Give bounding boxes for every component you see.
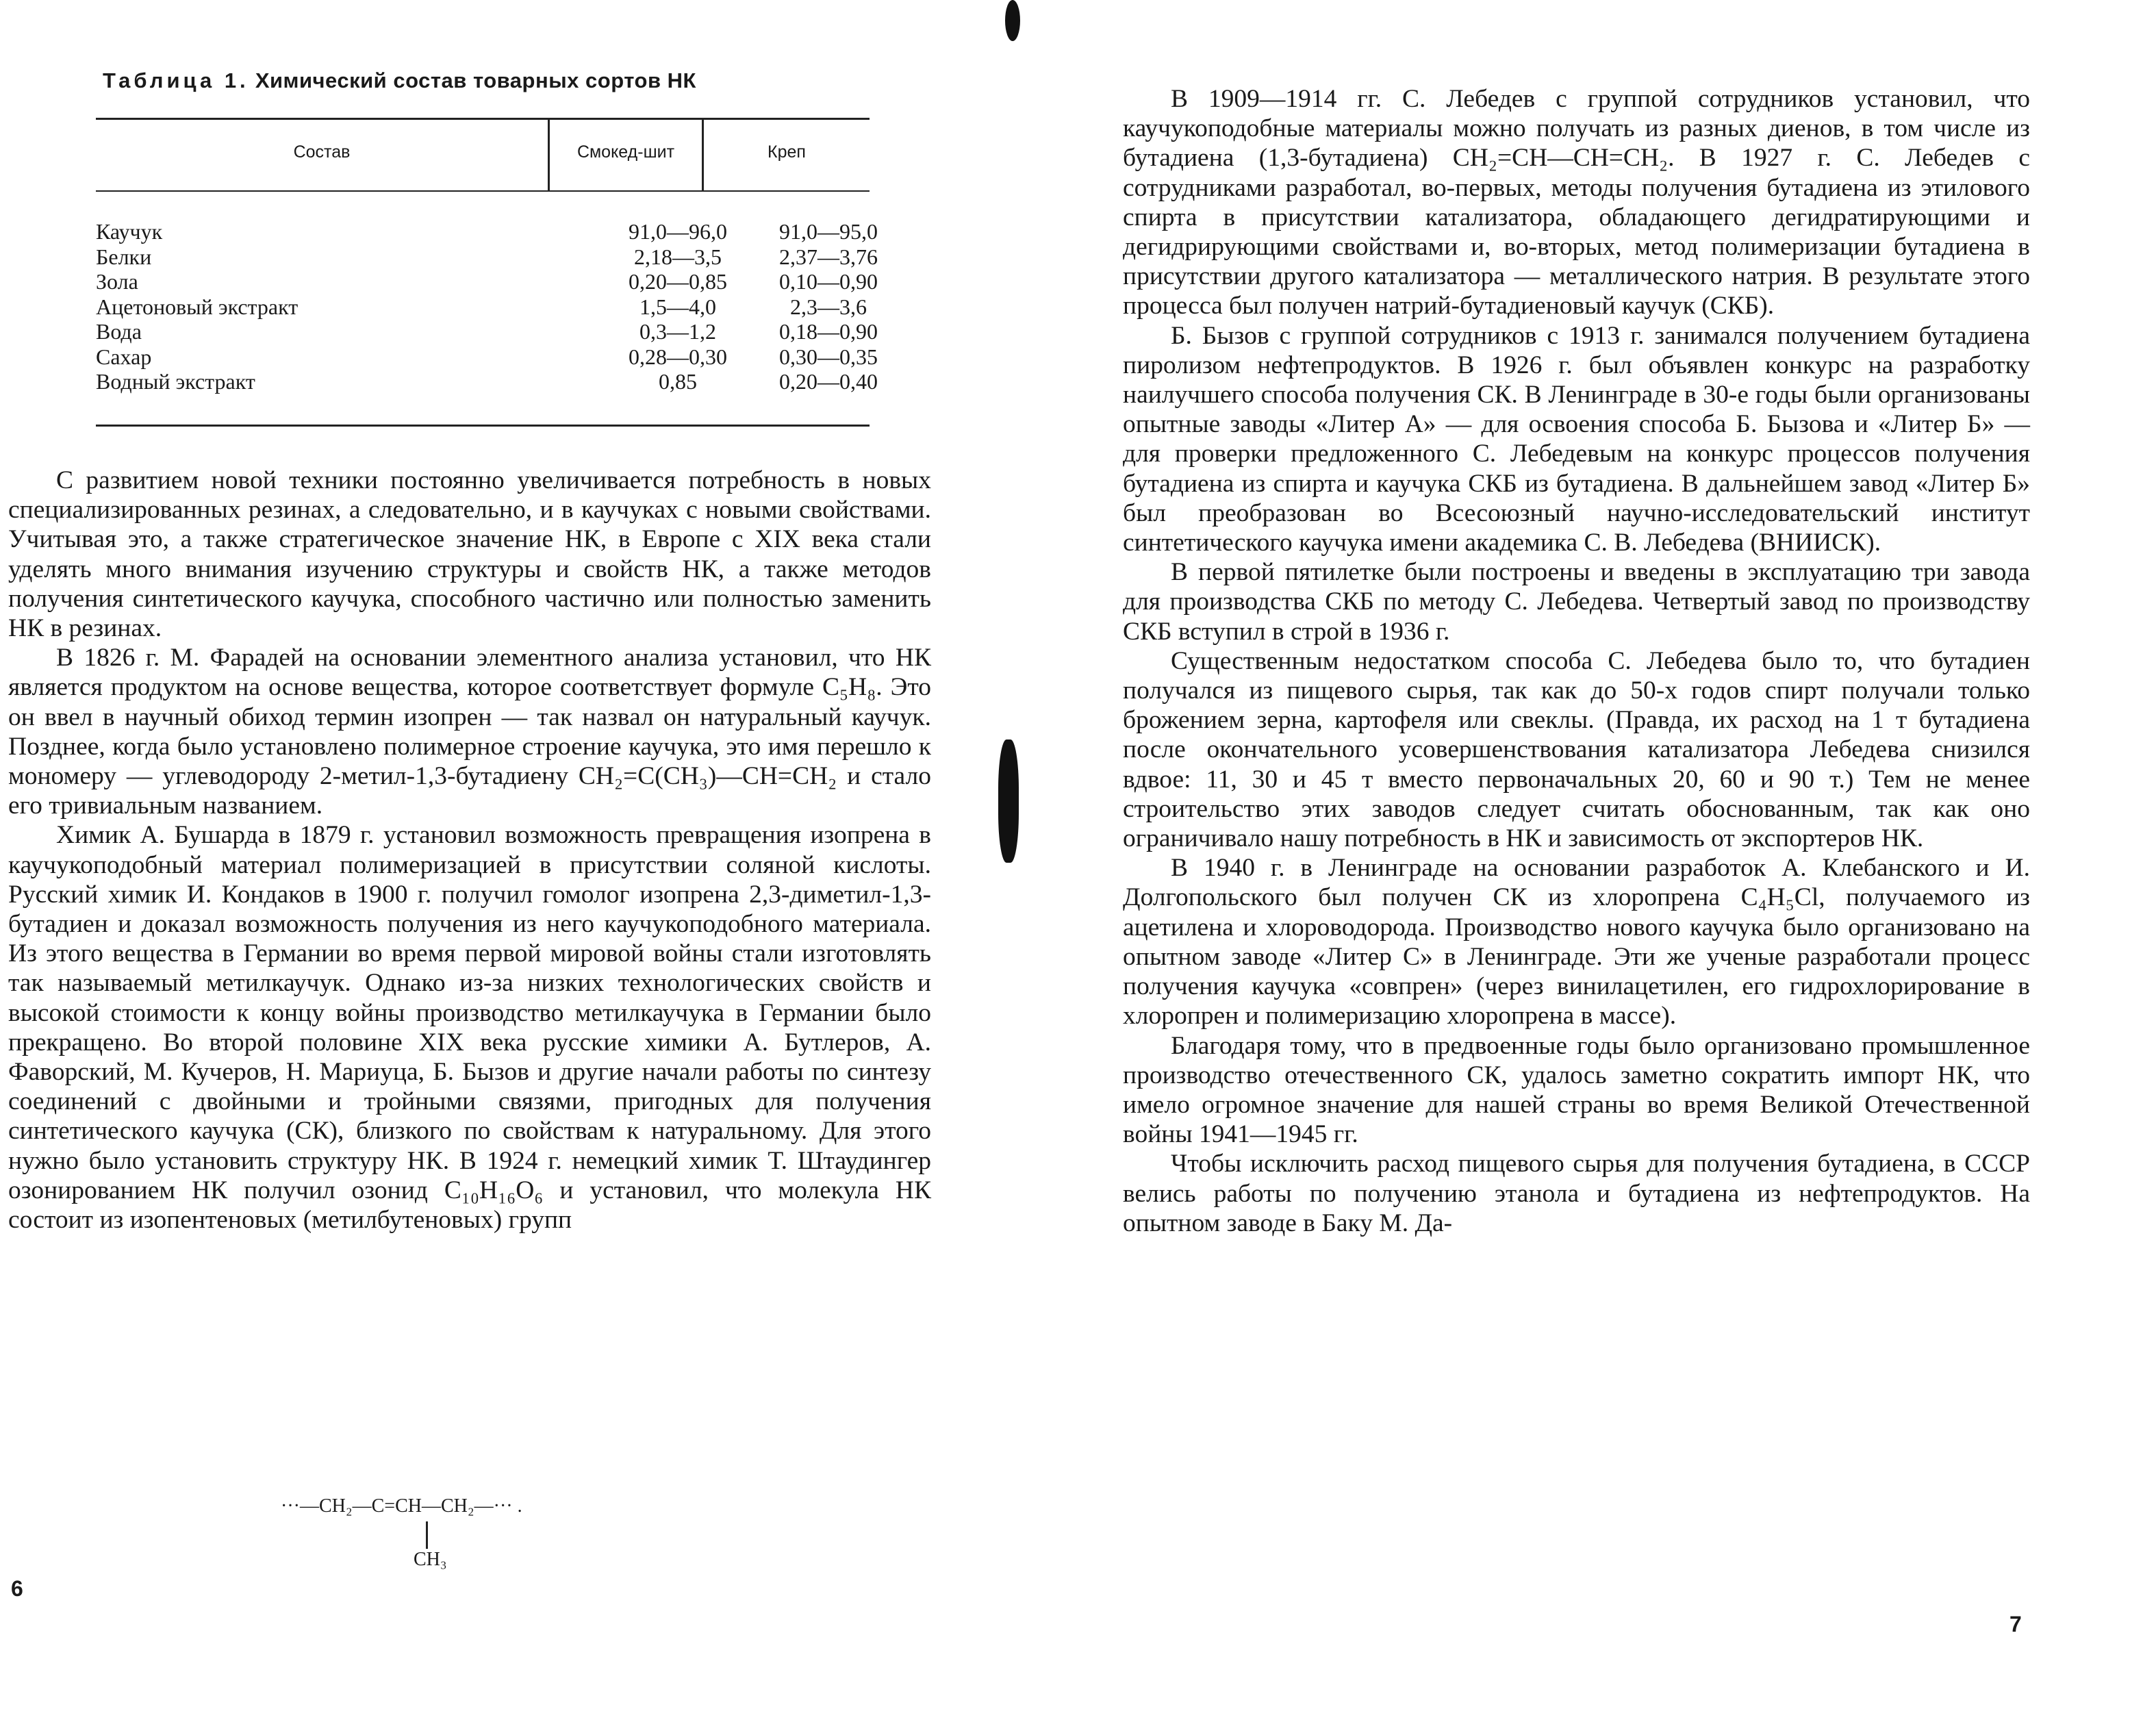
header-crepe: Креп (768, 142, 806, 162)
table-row (96, 344, 878, 370)
paragraph: В 1909—1914 гг. С. Лебедев с группой сотрудников установил, что каучукоподобные материалы можно получать из разных диенов, в том числе из бутадиена (1,3-бутадиена) CH₂=CH—CH=CH₂. В 1927 г. С. Лебедев с сотрудниками разработал, во-первых, методы получения бутадиена из этилового спирта в присутствии катализатора, обладающего дегидратирующими и дегидрирующими свойствами и, во-вторых, метод полимеризации бутадиена в присутствии другого катализатора — металлического натрия. В результате этого процесса был получен натрий-бутадиеновый каучук (СКБ). (1123, 85, 2030, 320)
row-crepe-value: 0,10—0,90 (779, 269, 878, 294)
row-name: Зола (96, 269, 138, 294)
row-crepe-value: 91,0—95,0 (779, 219, 878, 244)
table-top-rule (96, 118, 870, 120)
paragraph: Существенным недостатком способа С. Лебедева было то, что бутадиен получался из пищевого сырья, так как до 50-х годов спирт получали только брожением зерна, картофеля или свеклы. (Правда, их расход на 1 т бутадиена после окончательного усовершенствования катализатора Лебедева снизился вдвое: 11, 30 и 45 т вместо первоначальных 20, 60 и 90 т.) Тем не менее строительство этих заводов следует считать обоснованным, так как оно ограничивало нашу потребность в НК и зависимость от экспортеров НК. (1123, 646, 2030, 853)
page-number-left: 6 (11, 1576, 23, 1601)
row-name: Водный экстракт (96, 369, 255, 394)
scan-mark (1005, 0, 1020, 41)
header-composition: Состав (293, 142, 351, 162)
paragraph: В 1826 г. М. Фарадей на основании элементного анализа установил, что НК является продуктом на основе вещества, которое соответствует формуле C₅H₈. Это он ввел в научный обиход термин изопрен — так назвал он натуральный каучук. Позднее, когда было установлено полимерное строение каучука, это имя перешло к мономеру — углеводороду 2-метил-1,3-бутадиену CH₂=C(CH₃)—CH=CH₂ и стало его тривиальным названием. (8, 644, 931, 820)
row-name: Каучук (96, 219, 163, 244)
scan-mark (998, 739, 1019, 863)
table-row (96, 269, 878, 294)
left-page-text (8, 466, 931, 1235)
row-smoked-value: 1,5—4,0 (639, 294, 716, 319)
paragraph: С развитием новой техники постоянно увеличивается потребность в новых специализированных резинах, а следовательно, и в каучуках с новыми свойствами. Учитывая это, а также стратегическое значение НК, в Европе с XIX века стали уделять много внимания изучению структуры и свойств НК, а также методов получения синтетического каучука, способного частично или полностью заменить НК в резинах. (8, 466, 931, 643)
row-crepe-value: 0,18—0,90 (779, 319, 878, 344)
paragraph: В 1940 г. в Ленинграде на основании разработок А. Клебанского и И. Долгопольского был получен СК из хлоропрена C₄H₅Cl, получаемого из ацетилена и хлороводорода. Производство нового каучука было организовано на опытном заводе «Литер С» в Ленинграде. Эти же ученые разработали процесс получения каучука «совпрен» (через винилацетилен, его гидрохлорирование в хлоропрен и полимеризацию хлоропрена в массе). (1123, 854, 2030, 1030)
isopentene-formula: ···—CH₂—C=CH—CH₂—··· . (281, 1495, 522, 1517)
paragraph: Б. Бызов с группой сотрудников с 1913 г. занимался получением бутадиена пиролизом нефтепродуктов. В 1926 г. был объявлен конкурс на разработку наилучшего способа получения СК. В Ленинграде в 30-е годы были организованы опытные заводы «Литер А» — для освоения способа Б. Бызова и «Литер Б» — для проверки предложенного С. Лебедевым на конкурс процессов получения бутадиена из спирта и каучука СКБ из бутадиена. В дальнейшем завод «Литер Б» был преобразован во Всесоюзный научно-исследовательский институт синтетического каучука имени академика С. В. Лебедева (ВНИИСК). (1123, 321, 2030, 557)
table-row (96, 244, 878, 270)
table-header-rule (96, 190, 870, 192)
row-name: Сахар (96, 344, 152, 369)
table-bottom-rule (96, 425, 870, 427)
header-smoked-sheet: Смокед-шит (576, 142, 675, 162)
table-caption (103, 68, 696, 93)
row-crepe-value: 2,37—3,76 (779, 244, 878, 269)
paragraph: Благодаря тому, что в предвоенные годы было организовано промышленное производство отечественного СК, удалось заметно сократить импорт НК, что имело огромное значение для нашей страны во время Великой Отечественной войны 1941—1945 гг. (1123, 1031, 2030, 1149)
row-crepe-value: 0,30—0,35 (779, 344, 878, 369)
row-smoked-value: 91,0—96,0 (629, 219, 727, 244)
left-page (0, 0, 1013, 1720)
row-name: Ацетоновый экстракт (96, 294, 299, 319)
row-crepe-value: 2,3—3,6 (790, 294, 867, 319)
formula-methyl-group: CH₃ (414, 1549, 447, 1570)
paragraph: Химик А. Бушарда в 1879 г. установил возможность превращения изопрена в каучукоподобный материал полимеризацией в присутствии соляной кислоты. Русский химик И. Кондаков в 1900 г. получил гомолог изопрена 2,3-диметил-1,3-бутадиен и доказал возможность получения из него каучукоподобного материала. Из этого вещества в Германии во время первой мировой войны стали изготовлять так называемый метилкаучук. Однако из-за низких технологических свойств и высокой стоимости к концу войны производство метилкаучука в Германии было прекращено. Во второй половине XIX века русские химики А. Бутлеров, А. Фаворский, М. Кучеров, Н. Мариуца, Б. Бызов и другие начали работы по синтезу соединений с двойными и тройными связями, пригодных для получения синтетического каучука (СК), близкого по свойствам к натуральному. Для этого нужно было установить структуру НК. В 1924 г. немецкий химик Т. Штаудингер озонированием НК получил озонид C₁₀H₁₆O₆ и установил, что молекула НК состоит из изопентеновых (метилбутеновых) групп (8, 821, 931, 1235)
row-smoked-value: 2,18—3,5 (634, 244, 722, 269)
table-body (96, 219, 878, 394)
row-smoked-value: 0,3—1,2 (639, 319, 716, 344)
table-row (96, 369, 878, 394)
table-caption-text: Химический состав товарных сортов НК (255, 68, 696, 92)
table-row (96, 319, 878, 344)
paragraph: Чтобы исключить расход пищевого сырья для получения бутадиена, в СССР велись работы по получению этанола и бутадиена из нефтепродуктов. На опытном заводе в Баку М. Да- (1123, 1150, 2030, 1237)
table-caption-lead: Таблица 1. (103, 68, 249, 92)
row-crepe-value: 0,20—0,40 (779, 369, 878, 394)
row-smoked-value: 0,85 (659, 369, 697, 394)
composition-table (96, 118, 878, 427)
row-smoked-value: 0,20—0,85 (629, 269, 727, 294)
right-page-text (1123, 84, 2030, 1238)
page-number-right: 7 (2009, 1612, 2022, 1636)
row-name: Вода (96, 319, 142, 344)
formula-bond (426, 1521, 428, 1549)
row-smoked-value: 0,28—0,30 (629, 344, 727, 369)
table-row (96, 294, 870, 320)
row-name: Белки (96, 244, 152, 269)
table-row (96, 219, 878, 244)
paragraph: В первой пятилетке были построены и введены в эксплуатацию три завода для производства СКБ по методу С. Лебедева. Четвертый завод по производству СКБ вступил в строй в 1936 г. (1123, 558, 2030, 646)
